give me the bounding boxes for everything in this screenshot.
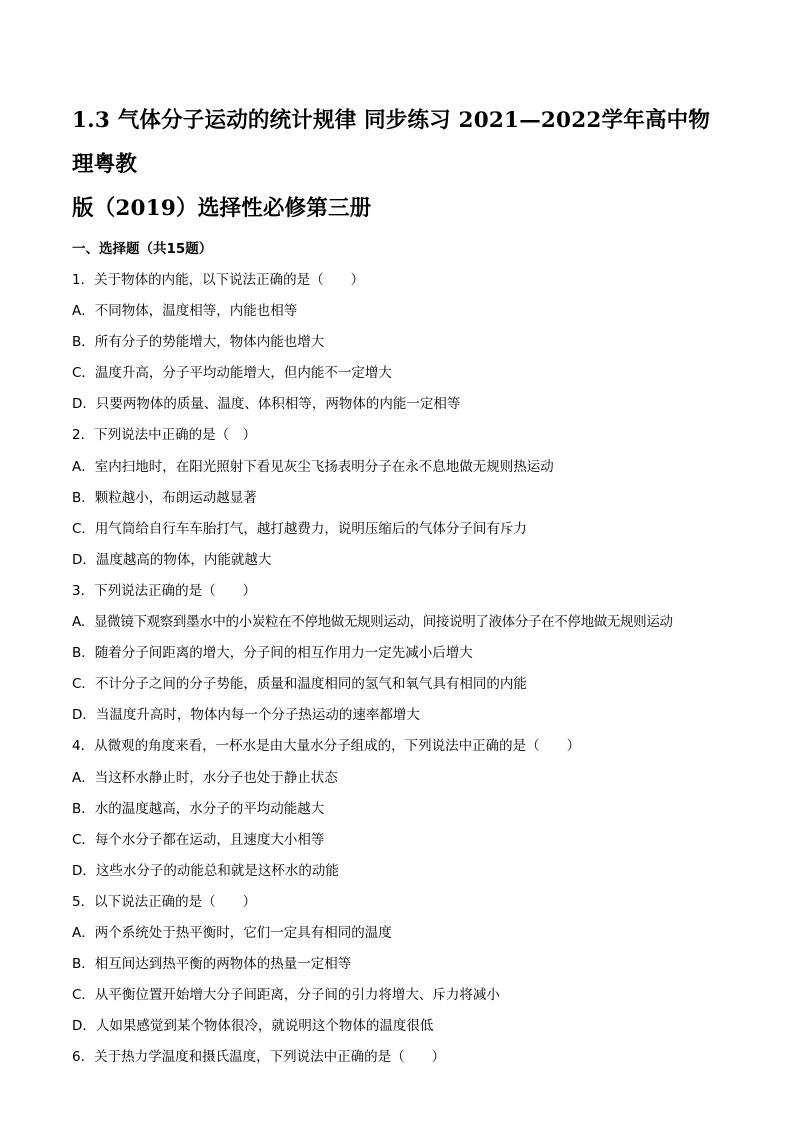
title-line-1: 1.3 气体分子运动的统计规律 同步练习 2021—2022学年高中物理粤教: [72, 108, 711, 177]
section-heading: 一、选择题（共15题）: [72, 241, 213, 257]
option-c: C．从平衡位置开始增大分子间距离，分子间的引力将增大、斥力将减小: [72, 987, 500, 1004]
option-a: A．不同物体，温度相等，内能也相等: [72, 303, 298, 320]
question-stem: 5．以下说法正确的是（ ）: [72, 893, 257, 910]
option-a: A．室内扫地时，在阳光照射下看见灰尘飞扬表明分子在永不息地做无规则热运动: [72, 458, 554, 475]
question-stem: 4．从微观的角度来看，一杯水是由大量水分子组成的，下列说法中正确的是（ ）: [72, 738, 581, 755]
question-4: [72, 736, 722, 880]
option-b: B．相互间达到热平衡的两物体的热量一定相等: [72, 956, 352, 973]
title-line-2: 版（2019）选择性必修第三册: [72, 196, 372, 221]
option-c: C．温度升高，分子平均动能增大，但内能不一定增大: [72, 365, 392, 382]
option-d: D．这些水分子的动能总和就是这杯水的动能: [72, 862, 339, 879]
question-3: [72, 581, 722, 725]
document-page: [72, 99, 722, 1078]
document-title: [72, 99, 722, 231]
option-c: C．不计分子之间的分子势能，质量和温度相同的氢气和氧气具有相同的内能: [72, 676, 527, 693]
question-2: [72, 425, 722, 569]
option-b: B．颗粒越小，布朗运动越显著: [72, 489, 257, 506]
option-c: C．用气筒给自行车车胎打气，越打越费力，说明压缩后的气体分子间有斥力: [72, 520, 527, 537]
question-stem: 1．关于物体的内能，以下说法正确的是（ ）: [72, 272, 365, 288]
option-b: B．所有分子的势能增大，物体内能也增大: [72, 334, 325, 351]
question-6: [72, 1047, 722, 1067]
option-d: D．当温度升高时，物体内每一个分子热运动的速率都增大: [72, 707, 420, 724]
option-b: B．水的温度越高，水分子的平均动能越大: [72, 800, 325, 817]
question-stem: 3．下列说法正确的是（ ）: [72, 582, 257, 599]
question-1: [72, 270, 722, 414]
option-d: D．人如果感觉到某个物体很冷，就说明这个物体的温度很低: [72, 1018, 434, 1035]
option-b: B．随着分子间距离的增大，分子间的相互作用力一定先减小后增大: [72, 645, 473, 662]
question-stem: 6．关于热力学温度和摄氏温度，下列说法中正确的是（ ）: [72, 1049, 446, 1066]
option-a: A．显微镜下观察到墨水中的小炭粒在不停地做无规则运动，间接说明了液体分子在不停地做无规则运动: [72, 614, 673, 631]
option-c: C．每个水分子都在运动，且速度大小相等: [72, 831, 325, 848]
question-5: [72, 892, 722, 1036]
option-d: D．只要两物体的质量、温度、体积相等，两物体的内能一定相等: [72, 396, 461, 413]
option-a: A．两个系统处于热平衡时，它们一定具有相同的温度: [72, 924, 392, 941]
option-d: D．温度越高的物体，内能就越大: [72, 551, 272, 568]
option-a: A．当这杯水静止时，水分子也处于静止状态: [72, 769, 338, 786]
question-stem: 2．下列说法中正确的是（ ）: [72, 427, 257, 444]
